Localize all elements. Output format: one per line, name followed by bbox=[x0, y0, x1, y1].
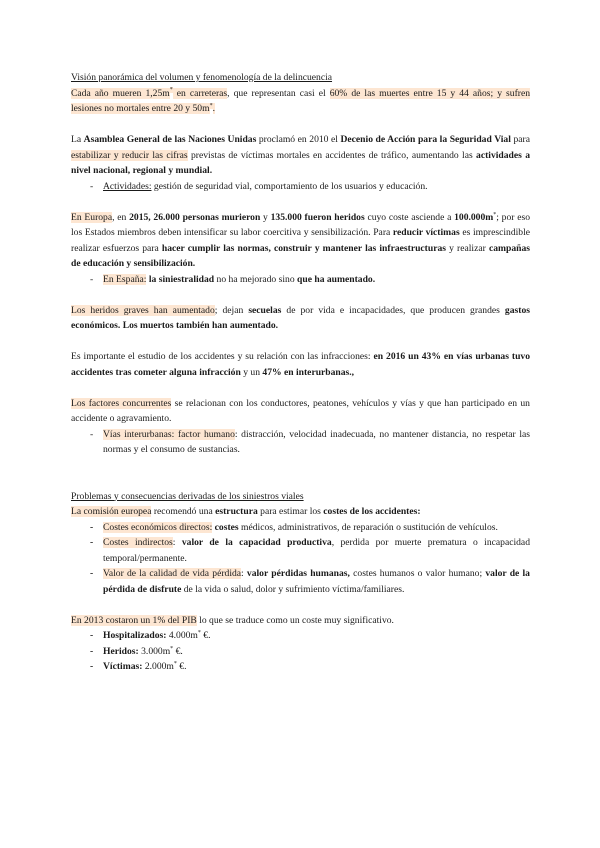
list-item-direct-costs: - Costes económicos directos: costes médicos, administrativos, de reparación o sustitución de vehículos. bbox=[71, 520, 530, 536]
list-item-activities: - Actividades: gestión de seguridad vial, comportamiento de los usuarios y educación. bbox=[71, 179, 530, 195]
list-item-injured: - Heridos: 3.000m* €. bbox=[71, 644, 530, 660]
paragraph-concurrent-factors: Los factores concurrentes se relacionan con los conductores, peatones, vehículos y vías y que han participado en un accidente o agravamiento. bbox=[71, 397, 530, 424]
list-item-victims: - Víctimas: 2.000m* €. bbox=[71, 659, 530, 675]
list-item-quality-of-life: - Valor de la calidad de vida pérdida: valor pérdidas humanas, costes humanos o valor humano; valor de la pérdida de disfrute de la vida o salud, dolor y sufrimiento víctima/familiares. bbox=[71, 566, 530, 597]
paragraph-eu-commission: La comisión europea recomendó una estructura para estimar los costes de los accidentes: bbox=[71, 506, 421, 517]
list-item-hospitalized: - Hospitalizados: 4.000m* €. bbox=[71, 628, 530, 644]
paragraph-gdp-cost: En 2013 costaron un 1% del PIB lo que se traduce como un coste muy significativo. bbox=[71, 614, 394, 626]
paragraph-infractions: Es importante el estudio de los accidentes y su relación con las infracciones: en 2016 un 43% en vías urbanas tuvo accidentes tras cometer alguna infracción y un 47% en interurbanas., bbox=[71, 351, 531, 378]
paragraph-serious-injuries: Los heridos graves han aumentado; dejan secuelas de por vida e incapacidades, que producen grandes gastos económicos. Los muertos también han aumentado. bbox=[71, 304, 530, 331]
section-title-problems: Problemas y consecuencias derivadas de los siniestros viales bbox=[71, 490, 304, 502]
paragraph-deaths-roads: Cada año mueren 1,25m* en carreteras, que representan casi el 60% de las muertes entre 15 y 44 años; y sufren lesiones no mortales entre 20 y 50m*. bbox=[71, 87, 531, 114]
list-item-interurban-roads: - Vías interurbanas: factor humano: distracción, velocidad inadecuada, no mantener distancia, no respetar las normas y el consumo de sustancias. bbox=[71, 427, 530, 458]
paragraph-un-assembly: La Asamblea General de las Naciones Unidas proclamó en 2010 el Decenio de Acción para la Seguridad Vial para estabilizar y reducir las cifras previstas de víctimas mortales en accidentes de tráfico, aumentando las actividades a nivel nacional, regional y mundial. bbox=[71, 134, 530, 176]
list-item-spain: - En España: la siniestralidad no ha mejorado sino que ha aumentado. bbox=[71, 272, 530, 288]
paragraph-europe: En Europa, en 2015, 26.000 personas murieron y 135.000 fueron heridos cuyo coste asciende a 100.000m*; por eso los Estados miembros deben intensificar su labor coercitiva y sensibilización. Para reducir víctimas es imprescindible realizar esfuerzos para hacer cumplir las normas, construir y mantener las infraestructuras y realizar campañas de educación y sensibilización. bbox=[71, 211, 531, 269]
section-title-vision: Visión panorámica del volumen y fenomenología de la delincuencia bbox=[71, 72, 333, 83]
list-item-indirect-costs: - Costes indirectos: valor de la capacidad productiva, perdida por muerte prematura o incapacidad temporal/permanente. bbox=[71, 535, 530, 566]
